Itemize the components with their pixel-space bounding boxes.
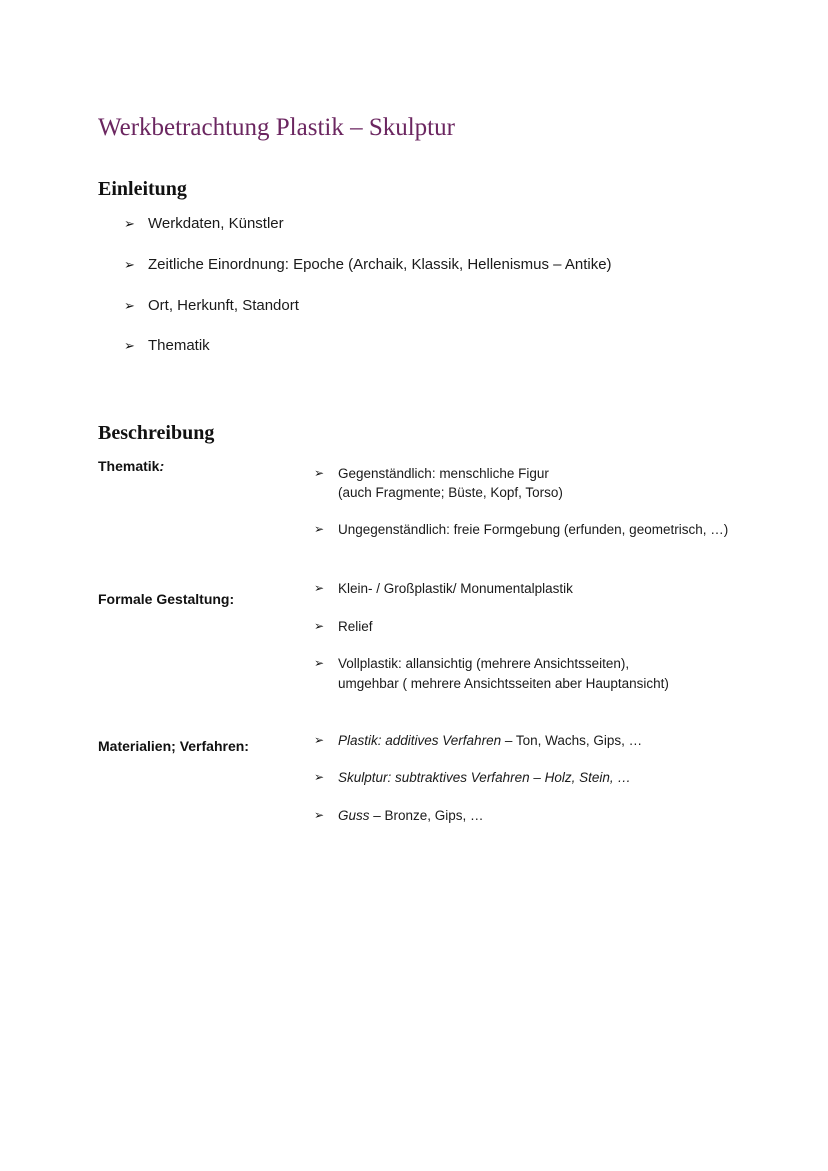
label-thematik: Thematik: bbox=[98, 458, 165, 474]
arrowhead-bullet-icon: ➢ bbox=[124, 338, 135, 353]
arrowhead-bullet-icon: ➢ bbox=[314, 466, 325, 480]
arrowhead-bullet-icon: ➢ bbox=[314, 733, 325, 747]
arrowhead-bullet-icon: ➢ bbox=[314, 770, 325, 784]
section-heading-beschreibung: Beschreibung bbox=[98, 422, 215, 444]
arrowhead-bullet-icon: ➢ bbox=[124, 216, 135, 231]
arrowhead-bullet-icon: ➢ bbox=[124, 298, 135, 313]
arrowhead-bullet-icon: ➢ bbox=[314, 522, 325, 536]
arrowhead-bullet-icon: ➢ bbox=[314, 656, 325, 670]
section-heading-einleitung: Einleitung bbox=[98, 178, 187, 200]
arrowhead-bullet-icon: ➢ bbox=[314, 581, 325, 595]
label-formale-gestaltung: Formale Gestaltung: bbox=[98, 591, 235, 607]
document-title: Werkbetrachtung Plastik – Skulptur bbox=[98, 114, 455, 141]
arrowhead-bullet-icon: ➢ bbox=[124, 257, 135, 272]
arrowhead-bullet-icon: ➢ bbox=[314, 808, 325, 822]
document-page: Werkbetrachtung Plastik – Skulptur Einleitung ➢ Werkdaten, Künstler ➢ Zeitliche Einordnung: Epoche (Archaik, Klassik, Hellenismus – Antike) ➢ Ort, Herkunft, Standort ➢ Thematik Beschreibung Thematik: ➢ Gegenständlich: menschliche Figur (auch Fragmente; Büste, Kopf, Torso) ➢ Ungegenständlich: freie Formgebung (erfunden, geometrisch, …) Formale Gestaltung: ➢ Klein- / Großplastik/ Monumentalplastik ➢ Relief ➢ Vollplastik: allansichtig (mehrere Ansichtsseiten), umgehbar ( mehrere Ansichtsseiten aber Hauptansicht) Materialien; Verfahren: ➢ Plastik: additives Verfahren – Ton, Wachs, Gips, … ➢ Skulptur: subtraktives Verfahren – Holz, Stein, … ➢ Guss – Bronze, Gips, … bbox=[0, 0, 828, 1171]
arrowhead-bullet-icon: ➢ bbox=[314, 619, 325, 633]
label-materialien-verfahren: Materialien; Verfahren: bbox=[98, 738, 249, 754]
